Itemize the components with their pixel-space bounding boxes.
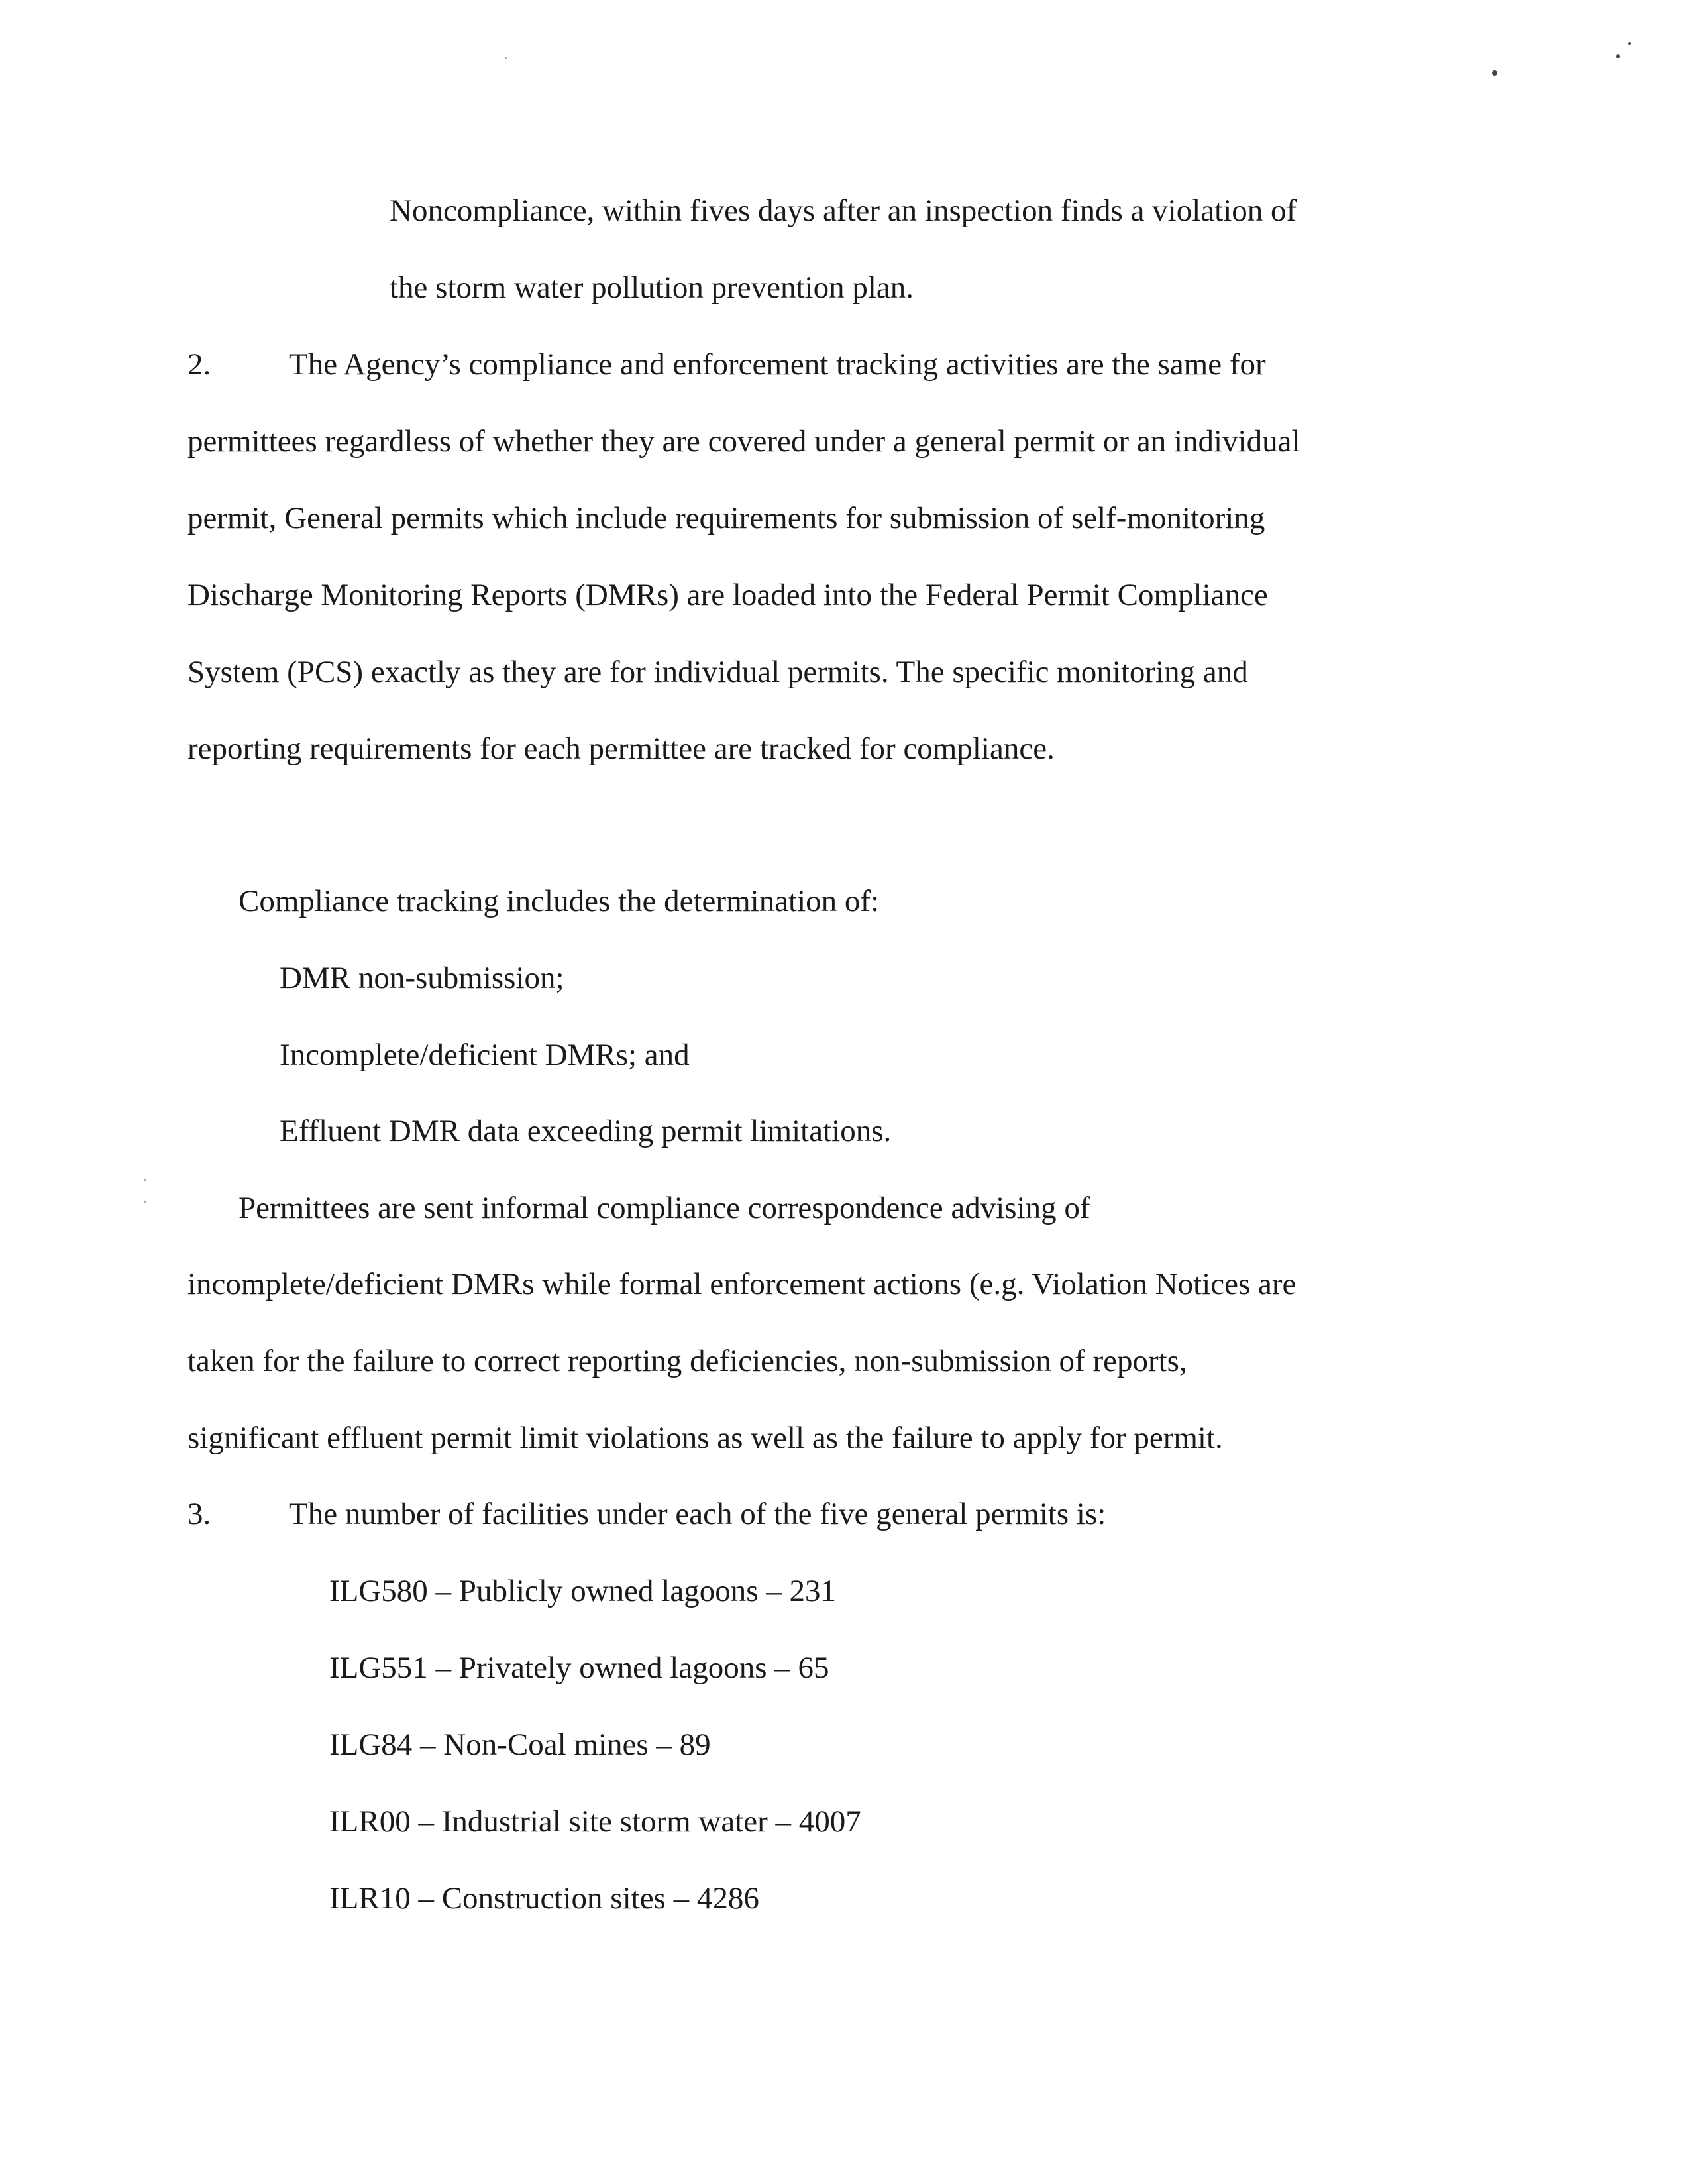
permit-list-item-3: ILG84 – Non-Coal mines – 89 xyxy=(329,1727,711,1762)
correspondence-line-4: significant effluent permit limit violations as well as the failure to apply for permit. xyxy=(187,1421,1223,1455)
continuation-line-2: the storm water pollution prevention plan. xyxy=(390,270,914,305)
correspondence-line-2: incomplete/deficient DMRs while formal enforcement actions (e.g. Violation Notices are xyxy=(187,1267,1297,1301)
permit-list-item-5: ILR10 – Construction sites – 4286 xyxy=(329,1881,759,1916)
item-2-line-6: reporting requirements for each permittee are tracked for compliance. xyxy=(187,732,1055,766)
correspondence-line-3: taken for the failure to correct reporting deficiencies, non-submission of reports, xyxy=(187,1344,1187,1378)
permit-list-item-2: ILG551 – Privately owned lagoons – 65 xyxy=(329,1651,829,1685)
permit-list-item-4: ILR00 – Industrial site storm water – 4007 xyxy=(329,1804,861,1839)
scan-speck xyxy=(1616,54,1620,58)
permit-list-item-1: ILG580 – Publicly owned lagoons – 231 xyxy=(329,1574,836,1608)
scan-speck xyxy=(1628,42,1631,45)
scan-speck xyxy=(1492,70,1497,76)
item-2-line-5: System (PCS) exactly as they are for individual permits. The specific monitoring and xyxy=(187,655,1248,689)
item-2-number: 2. xyxy=(187,347,211,382)
correspondence-line-1: Permittees are sent informal compliance correspondence advising of xyxy=(238,1191,1090,1225)
scan-speck xyxy=(505,57,507,59)
tracking-item-2: Incomplete/deficient DMRs; and xyxy=(280,1038,690,1072)
tracking-item-1: DMR non-submission; xyxy=(280,961,564,995)
scan-speck xyxy=(144,1201,146,1203)
continuation-line-1: Noncompliance, within fives days after an inspection finds a violation of xyxy=(390,193,1297,228)
scan-speck xyxy=(144,1179,146,1181)
item-2-line-1: The Agency’s compliance and enforcement tracking activities are the same for xyxy=(289,347,1266,382)
tracking-intro: Compliance tracking includes the determination of: xyxy=(238,884,880,918)
item-3-intro: The number of facilities under each of the five general permits is: xyxy=(289,1497,1106,1531)
item-3-number: 3. xyxy=(187,1497,211,1531)
item-2-line-2: permittees regardless of whether they are covered under a general permit or an individual xyxy=(187,424,1300,459)
item-2-line-4: Discharge Monitoring Reports (DMRs) are loaded into the Federal Permit Compliance xyxy=(187,578,1268,612)
item-2-line-3: permit, General permits which include requirements for submission of self-monitoring xyxy=(187,501,1265,535)
tracking-item-3: Effluent DMR data exceeding permit limitations. xyxy=(280,1114,892,1148)
